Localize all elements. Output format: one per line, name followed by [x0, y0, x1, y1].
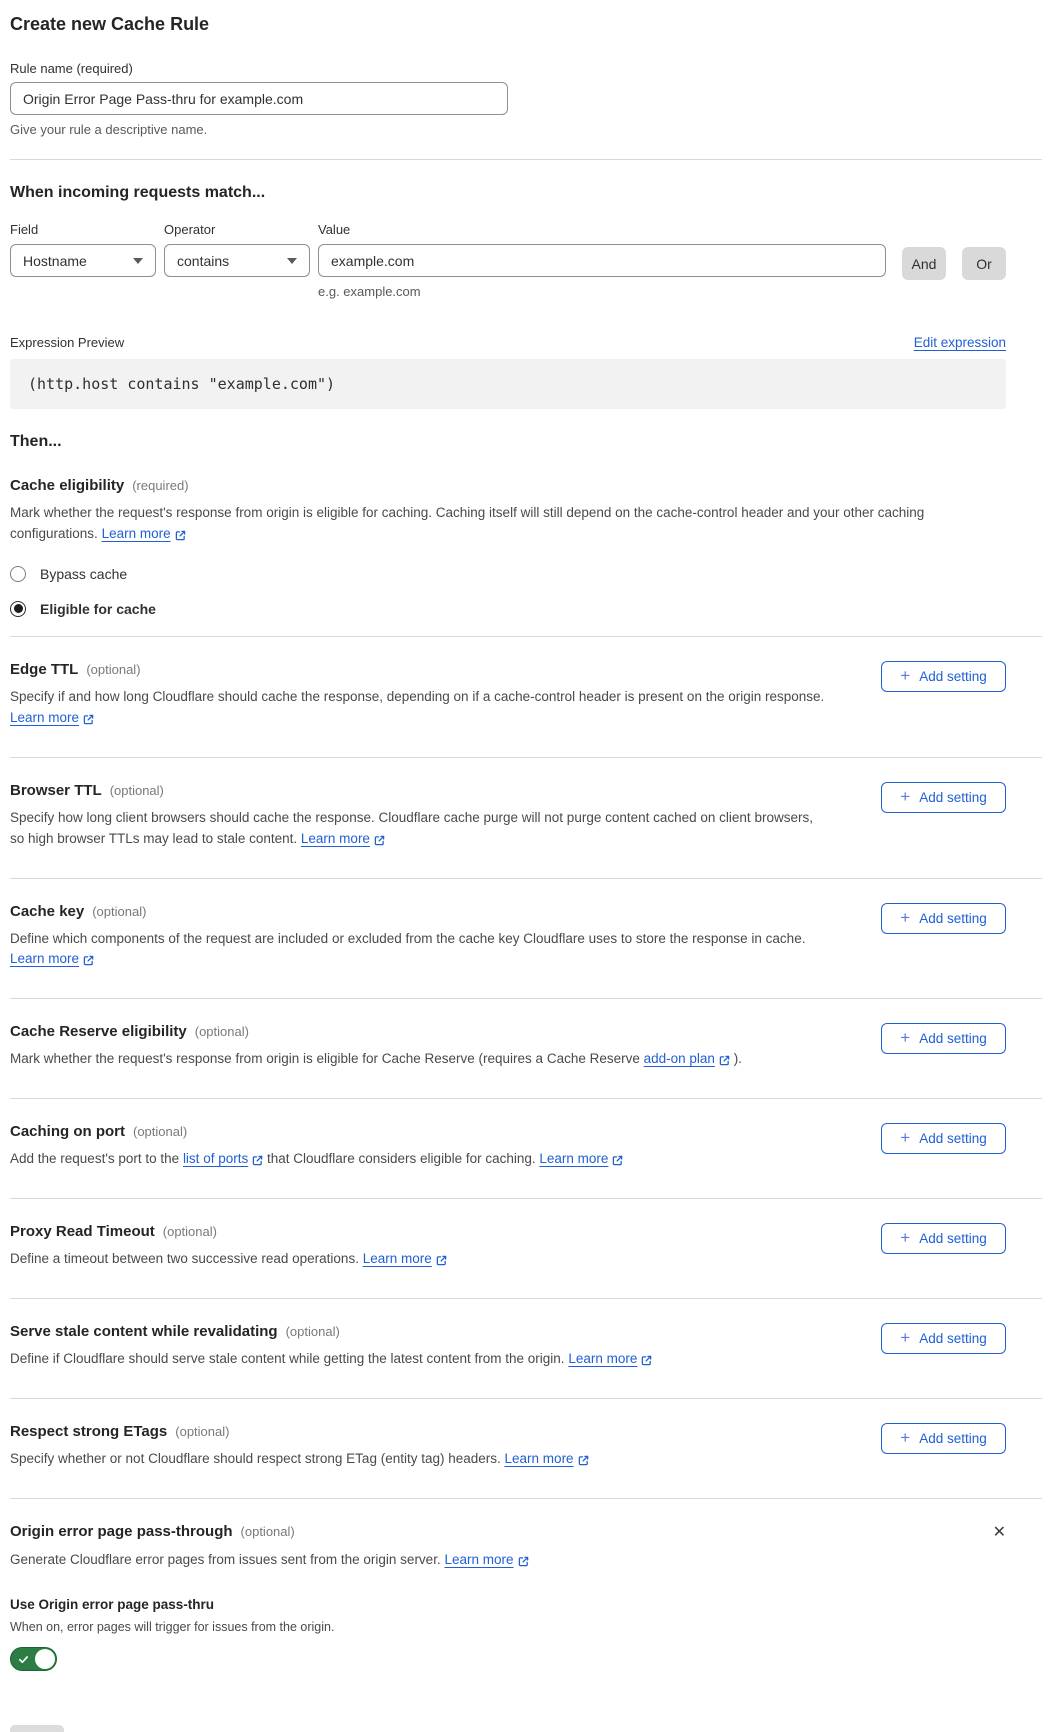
field-select[interactable] — [10, 244, 156, 277]
setting-row — [10, 758, 1006, 878]
radio-option-label: Eligible for cache — [40, 600, 156, 617]
learn-more-link[interactable]: Learn more — [10, 951, 80, 967]
setting-title: Serve stale content while revalidating — [10, 1323, 278, 1341]
rule-name-label: Rule name (required) — [10, 61, 133, 76]
origin-section-title: Origin error page pass-through — [10, 1522, 233, 1540]
add-setting-button[interactable] — [881, 1223, 1006, 1254]
origin-section-description: Generate Cloudflare error pages from issues sent from the origin server. Learn more — [10, 1550, 1006, 1572]
learn-more-link[interactable]: Learn more — [101, 525, 171, 541]
setting-description: Define which components of the request are included or excluded from the cache key Cloudflare uses to store the response in cache. Learn more — [10, 929, 825, 972]
or-button[interactable]: Or — [962, 247, 1006, 280]
rule-name-input[interactable] — [10, 82, 508, 115]
setting-description: Add the request's port to the list of ports that Cloudflare considers eligible for caching. Learn more — [10, 1149, 825, 1171]
optional-label: (optional) — [92, 903, 147, 919]
operator-select-value: contains — [177, 252, 230, 269]
plus-icon: + — [900, 665, 911, 685]
external-link-icon — [436, 1250, 447, 1271]
optional-label: (optional) — [240, 1523, 295, 1539]
learn-more-link[interactable]: Learn more — [539, 1151, 609, 1167]
radio-option-label: Bypass cache — [40, 565, 128, 582]
origin-toggle-label: Use Origin error page pass-thru — [10, 1596, 215, 1612]
required-label: (required) — [132, 478, 189, 493]
external-link-icon — [374, 830, 385, 851]
add-setting-label: Add setting — [919, 1131, 987, 1147]
optional-label: (optional) — [133, 1124, 188, 1140]
add-setting-button[interactable] — [881, 1423, 1006, 1454]
edit-expression-link[interactable]: Edit expression — [913, 335, 1006, 350]
add-setting-label: Add setting — [919, 668, 987, 684]
close-icon[interactable]: ✕ — [992, 1523, 1006, 1541]
add-setting-button[interactable] — [881, 1023, 1006, 1054]
optional-label: (optional) — [109, 782, 164, 798]
setting-description: Mark whether the request's response from origin is eligible for Cache Reserve (requires a Cache Reserve add-on plan ). — [10, 1049, 825, 1071]
add-setting-label: Add setting — [919, 1331, 987, 1347]
optional-label: (optional) — [175, 1424, 230, 1440]
external-link-icon — [252, 1150, 263, 1171]
chevron-down-icon — [133, 258, 143, 264]
plus-icon: + — [900, 1128, 911, 1148]
learn-more-link[interactable]: Learn more — [444, 1551, 514, 1567]
setting-description: Specify whether or not Cloudflare should respect strong ETag (entity tag) headers. Learn more — [10, 1449, 825, 1471]
add-setting-label: Add setting — [919, 1231, 987, 1247]
optional-label: (optional) — [86, 661, 141, 677]
expression-preview-code: (http.host contains "example.com") — [10, 359, 1006, 409]
learn-more-link[interactable]: Learn more — [568, 1351, 638, 1367]
external-link-icon — [518, 1551, 529, 1572]
radio-button-icon[interactable] — [10, 566, 26, 582]
add-setting-label: Add setting — [919, 789, 987, 805]
value-helper: e.g. example.com — [318, 284, 421, 299]
optional-label: (optional) — [162, 1224, 217, 1240]
origin-pass-thru-toggle[interactable] — [10, 1647, 57, 1671]
check-icon — [18, 1653, 29, 1668]
add-setting-label: Add setting — [919, 910, 987, 926]
setting-title: Browser TTL — [10, 781, 102, 799]
learn-more-link[interactable]: add-on plan — [643, 1051, 715, 1067]
cache-eligibility-title: Cache eligibility — [10, 477, 125, 494]
cache-eligibility-options — [10, 566, 1006, 617]
external-link-icon — [641, 1350, 652, 1371]
section-divider — [10, 159, 1042, 160]
and-button[interactable]: And — [902, 247, 946, 280]
setting-description: Define if Cloudflare should serve stale content while getting the latest content from the origin. Learn more — [10, 1349, 825, 1371]
operator-label: Operator — [164, 222, 216, 237]
setting-description: Specify how long client browsers should cache the response. Cloudflare cache purge will not purge content cached on client browsers, so high browser TTLs may lead to stale content. Learn more — [10, 808, 825, 851]
page-title: Create new Cache Rule — [10, 14, 210, 34]
setting-title: Proxy Read Timeout — [10, 1223, 155, 1241]
external-link-icon — [578, 1450, 589, 1471]
setting-title: Edge TTL — [10, 660, 79, 678]
add-setting-button[interactable] — [881, 1123, 1006, 1154]
plus-icon: + — [900, 1428, 911, 1448]
add-setting-button[interactable] — [881, 661, 1006, 692]
cache-eligibility-option[interactable] — [10, 566, 1006, 582]
optional-label: (optional) — [194, 1024, 249, 1040]
add-setting-label: Add setting — [919, 1431, 987, 1447]
external-link-icon — [83, 950, 94, 971]
radio-button-icon[interactable] — [10, 601, 26, 617]
add-setting-button[interactable] — [881, 782, 1006, 813]
setting-description: Specify if and how long Cloudflare should cache the response, depending on if a cache-control header is present on the origin response. Learn more — [10, 687, 825, 730]
cutoff-element — [10, 1725, 64, 1732]
plus-icon: + — [900, 786, 911, 806]
learn-more-link[interactable]: Learn more — [504, 1451, 574, 1467]
external-link-icon — [83, 709, 94, 730]
setting-row — [10, 999, 1006, 1098]
plus-icon: + — [900, 1228, 911, 1248]
then-heading: Then... — [10, 433, 62, 450]
operator-select[interactable] — [164, 244, 310, 277]
field-select-value: Hostname — [23, 252, 87, 269]
origin-toggle-helper: When on, error pages will trigger for issues from the origin. — [10, 1619, 335, 1634]
learn-more-link[interactable]: Learn more — [10, 709, 80, 725]
setting-row — [10, 879, 1006, 999]
setting-row — [10, 1299, 1006, 1398]
plus-icon: + — [900, 907, 911, 927]
setting-row — [10, 637, 1006, 757]
plus-icon: + — [900, 1328, 911, 1348]
setting-row — [10, 1099, 1006, 1198]
cache-eligibility-description: Mark whether the request's response from origin is eligible for caching. Caching itself will still depend on the cache-control header and your other caching configurations. Learn more — [10, 503, 1006, 546]
add-setting-label: Add setting — [919, 1031, 987, 1047]
chevron-down-icon — [287, 258, 297, 264]
learn-more-link[interactable]: list of ports — [182, 1151, 249, 1167]
external-link-icon — [719, 1050, 730, 1071]
match-controls-row — [10, 222, 1006, 299]
optional-settings-list — [10, 637, 1006, 1498]
setting-title: Caching on port — [10, 1123, 125, 1141]
plus-icon: + — [900, 1028, 911, 1048]
value-label: Value — [318, 222, 351, 237]
field-label: Field — [10, 222, 39, 237]
setting-title: Cache Reserve eligibility — [10, 1023, 187, 1041]
add-setting-button[interactable] — [881, 903, 1006, 934]
setting-row — [10, 1199, 1006, 1298]
external-link-icon — [612, 1150, 623, 1171]
learn-more-link[interactable]: Learn more — [300, 830, 370, 846]
setting-title: Respect strong ETags — [10, 1423, 168, 1441]
rule-name-helper: Give your rule a descriptive name. — [10, 122, 208, 137]
add-setting-button[interactable] — [881, 1323, 1006, 1354]
cache-eligibility-section — [10, 477, 1006, 617]
setting-description: Define a timeout between two successive read operations. Learn more — [10, 1249, 825, 1271]
expression-preview-label: Expression Preview — [10, 335, 125, 350]
setting-title: Cache key — [10, 902, 85, 920]
external-link-icon — [175, 525, 186, 546]
value-input[interactable] — [318, 244, 886, 277]
learn-more-link[interactable]: Learn more — [362, 1251, 432, 1267]
match-heading: When incoming requests match... — [10, 184, 266, 201]
setting-row — [10, 1399, 1006, 1498]
origin-error-page-section — [10, 1499, 1006, 1671]
optional-label: (optional) — [285, 1324, 340, 1340]
cache-eligibility-option[interactable] — [10, 601, 1006, 617]
toggle-knob — [35, 1649, 55, 1669]
